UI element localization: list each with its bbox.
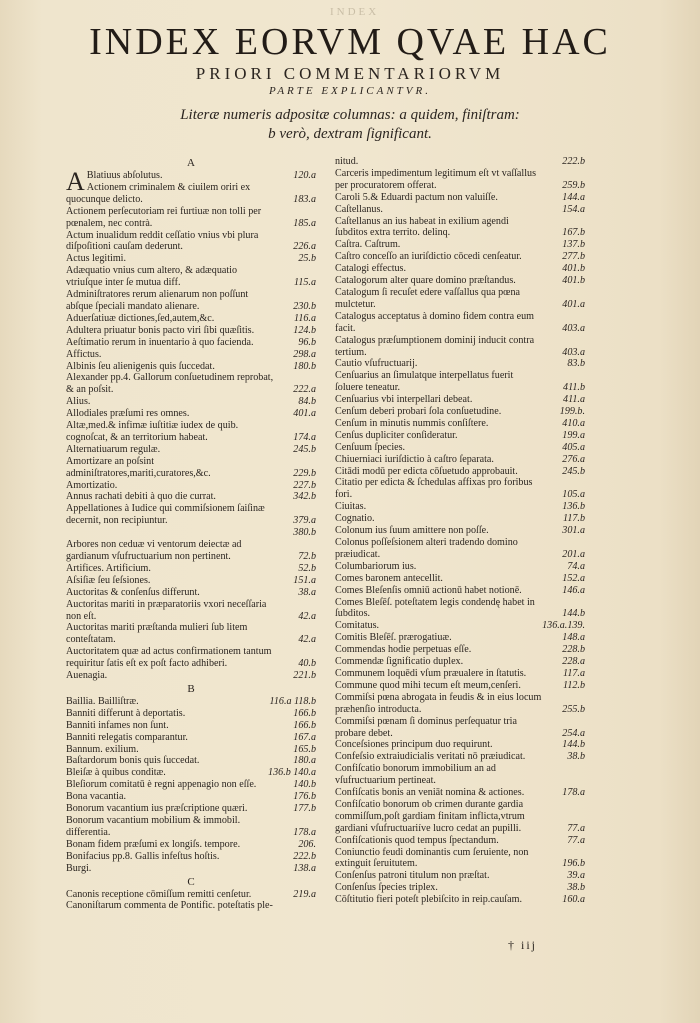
index-entry-text: Cautio vſufructuarij. bbox=[335, 358, 418, 370]
index-entry-text: Coniunctio feudi dominantis cum ſeruiente, non extinguit ſeruitutem. bbox=[335, 846, 529, 870]
index-entry-ref: 152.a bbox=[562, 572, 585, 584]
index-section-letter: C bbox=[187, 875, 195, 888]
index-entry-text: Auctoritas mariti præſtanda mulieri ſub litem conteſtatam. bbox=[66, 622, 248, 646]
index-entry-text: Confiſcationis quod tempus ſpectandum. bbox=[335, 834, 499, 846]
index-entry-ref: 105.a bbox=[562, 489, 585, 501]
index-section-letter: B bbox=[187, 682, 195, 695]
index-entry-ref: 144.b bbox=[562, 739, 585, 751]
index-entry bbox=[335, 870, 585, 882]
index-entry-text: Confeſsio extraiudicialis veritati nō præiudicat. bbox=[335, 751, 526, 763]
index-entry-ref: 166.b bbox=[293, 719, 316, 731]
index-entry-text: Conſenſus ſpecies triplex. bbox=[335, 882, 438, 894]
index-entry bbox=[66, 670, 316, 682]
index-entry-ref: 167.b bbox=[562, 227, 585, 239]
index-entry bbox=[335, 418, 585, 430]
index-entry-ref: 226.a bbox=[293, 241, 316, 253]
column-note-line-2: b verò, dextram ſignificant. bbox=[268, 126, 432, 142]
index-entry-text: Arbores non ceduæ vi ventorum deiectæ ad gardianum vſufructuarium non pertinent. bbox=[66, 539, 242, 562]
index-entry-ref: 254.a bbox=[562, 727, 585, 739]
index-entry-ref: 39.a bbox=[567, 870, 585, 882]
index-entry-text: Banniti differunt à deportatis. bbox=[66, 707, 186, 719]
index-entry-ref: 411.a bbox=[563, 394, 585, 406]
column-note-line-1: Literæ numeris adpositæ columnas: a quidem, finiſtram: bbox=[180, 107, 520, 123]
drop-cap-letter: A bbox=[66, 167, 85, 196]
index-entry-text: Chiuerniaci iuriſdictio à caſtro ſeparata. bbox=[335, 453, 494, 465]
index-entry-ref: 403.a bbox=[562, 346, 585, 358]
index-entry-ref: 199.a bbox=[562, 429, 585, 441]
index-entry-ref: 177.b bbox=[293, 803, 316, 815]
index-entry-text: Annus rachati debiti à quo die currat. bbox=[66, 491, 216, 503]
index-entry bbox=[335, 311, 585, 335]
index-entry bbox=[66, 803, 316, 815]
index-entry-ref: 301.a bbox=[562, 525, 585, 537]
index-entry-ref: 401.a bbox=[562, 298, 585, 310]
index-entry-text: Catalogi effectus. bbox=[335, 263, 407, 275]
index-entry bbox=[66, 491, 316, 503]
index-entry bbox=[335, 835, 585, 847]
index-entry bbox=[335, 251, 585, 263]
index-entry-text: Banniti relegatis comparantur. bbox=[66, 731, 188, 743]
index-entry-text: Catalogorum alter quare domino præſtandus. bbox=[335, 275, 516, 287]
index-entry bbox=[335, 751, 585, 763]
index-entry bbox=[66, 744, 316, 756]
index-entry bbox=[335, 847, 585, 871]
index-entry bbox=[66, 646, 316, 670]
index-entry bbox=[335, 263, 585, 275]
index-entry bbox=[335, 620, 585, 632]
index-entry-ref: 411.b bbox=[563, 382, 585, 394]
index-entry-text: Citādi modū per edicta cōſuetudo approbauit. bbox=[335, 465, 518, 477]
index-entry bbox=[66, 408, 316, 420]
index-entry-text: Citatio per edicta & ſchedulas affixas pro foribus fori. bbox=[335, 477, 533, 501]
index-entry bbox=[66, 444, 316, 456]
index-entry-ref: 151.a bbox=[293, 574, 316, 586]
index-entry-text: Colonum ius ſuum amittere non poſſe. bbox=[335, 525, 489, 537]
index-entry bbox=[66, 755, 316, 767]
index-entry-ref: 180.a bbox=[293, 755, 316, 767]
index-entry-text: Catalogum ſi recuſet edere vaſſallus qua pœna mulctetur. bbox=[335, 286, 520, 310]
index-entry bbox=[335, 204, 585, 216]
index-entry bbox=[335, 525, 585, 537]
index-entry-text: Caſtellanus. bbox=[335, 203, 383, 215]
index-entry-ref: 228.b bbox=[562, 644, 585, 656]
index-entry bbox=[335, 573, 585, 585]
page-title: INDEX EORVM QVAE HAC bbox=[89, 21, 611, 63]
index-entry-text: Aſsiſiæ ſeu ſeſsiones. bbox=[66, 574, 151, 586]
index-entry-text: Actus legitimi. bbox=[66, 253, 126, 265]
index-entry-text: Amortizatio. bbox=[66, 479, 118, 491]
index-section-letter: A bbox=[187, 157, 195, 169]
index-entry bbox=[335, 585, 585, 597]
index-entry bbox=[335, 763, 585, 787]
index-entry bbox=[66, 575, 316, 587]
index-entry-ref: 185.a bbox=[293, 217, 316, 229]
index-entry bbox=[335, 894, 585, 906]
index-entry bbox=[66, 815, 316, 839]
index-entry-text: Bannum. exilium. bbox=[66, 743, 139, 755]
index-entry bbox=[335, 537, 585, 561]
index-entry-text: Adultera priuatur bonis pacto viri ſibi quæſitis. bbox=[66, 324, 255, 336]
index-entry-text: Auenagia. bbox=[66, 670, 108, 682]
index-entry-text: Burgi. bbox=[66, 862, 92, 874]
index-entry-text: Allodiales præſumi res omnes. bbox=[66, 408, 190, 420]
index-entry-text: Comes Bleſēſ. poteſtatem legis condendę habet in ſubditos. bbox=[335, 596, 535, 620]
index-entry-text: Adminiſtratores rerum alienarum non poſſunt abſque ſpeciali mandato alienare. bbox=[66, 289, 249, 312]
index-entry-text: Actionem perſecutoriam rei furtiuæ non tolli per pœnalem, nec contrà. bbox=[66, 205, 262, 229]
index-entry-ref: 245.b bbox=[562, 465, 585, 477]
index-entry-text: Conceſsiones principum duo requirunt. bbox=[335, 739, 493, 751]
index-entry-text: Alius. bbox=[66, 396, 91, 408]
index-entry-ref: 136.b bbox=[562, 501, 585, 513]
index-entry bbox=[66, 182, 316, 206]
index-entry-ref: 277.b bbox=[562, 251, 585, 263]
index-entry-ref: 199.b. bbox=[559, 406, 585, 418]
index-entry-text: Appellationes à Iudice qui commiſsionem ſaiſinæ decernit, non recipiuntur. bbox=[66, 503, 265, 527]
index-entry-text: Aeſtimatio rerum in inuentario à quo facienda. bbox=[66, 336, 254, 348]
index-entry-ref: 136.a.139. bbox=[542, 620, 585, 632]
index-entry bbox=[66, 563, 316, 575]
index-entry-ref: 116.a bbox=[294, 312, 316, 324]
index-entry-ref: 166.b bbox=[293, 707, 316, 719]
index-entry-text: Columbariorum ius. bbox=[335, 560, 417, 572]
index-entry-text: Catalogus præſumptionem dominij inducit contra tertium. bbox=[335, 334, 535, 358]
index-entry-ref: 138.a bbox=[293, 862, 316, 874]
index-entry-text: Bonam fidem præſumi ex longiſs. tempore. bbox=[66, 838, 241, 850]
index-entry bbox=[66, 779, 316, 791]
index-entry-ref: 74.a bbox=[567, 560, 585, 572]
index-entry bbox=[66, 230, 316, 254]
index-entry bbox=[335, 275, 585, 287]
index-entry-text: Auctoritas & conſenſus differunt. bbox=[66, 586, 200, 598]
index-entry-ref: 176.b bbox=[293, 791, 316, 803]
index-entry-text: Aduerſatiuæ dictiones,ſed,autem,&c. bbox=[66, 312, 215, 324]
index-entry bbox=[66, 732, 316, 744]
index-entry-text: Commiſsi pœnam ſi dominus perſequatur tria probare debet. bbox=[335, 715, 517, 739]
column-note bbox=[0, 106, 700, 144]
index-entry-ref: 140.b bbox=[293, 779, 316, 791]
index-entry-text: Artifices. Artificium. bbox=[66, 562, 151, 574]
index-entry-text: Comes Bleſenſis omniū actionū habet notionē. bbox=[335, 584, 522, 596]
index-entry bbox=[335, 716, 585, 740]
index-entry bbox=[335, 739, 585, 751]
index-entry bbox=[66, 253, 316, 265]
index-entry-text: Comitis Bleſēſ. prærogatiuæ. bbox=[335, 632, 452, 644]
index-entry-text: Cognatio. bbox=[335, 513, 375, 525]
index-entry bbox=[66, 313, 316, 325]
index-entry-ref: 401.b bbox=[562, 263, 585, 275]
index-entry-text: Ciuitas. bbox=[335, 501, 367, 513]
index-entry-ref: 405.a bbox=[562, 441, 585, 453]
index-entry bbox=[335, 192, 585, 204]
index-entry-ref: 180.b bbox=[293, 360, 316, 372]
index-entry-ref: 403.a bbox=[562, 322, 585, 334]
index-entry bbox=[66, 863, 316, 875]
index-entry bbox=[66, 420, 316, 444]
index-entry-text: Cenſus dupliciter conſideratur. bbox=[335, 429, 458, 441]
index-entry bbox=[66, 839, 316, 851]
index-entry-ref: 25.b bbox=[298, 253, 316, 265]
index-entry-ref: 72.b bbox=[298, 550, 316, 562]
index-entry-text: Actum inualidum reddit ceſſatio vnius vbi plura diſpoſitioni cauſam dederunt. bbox=[66, 229, 259, 253]
index-entry-text: Conſenſus patroni titulum non præſtat. bbox=[335, 870, 490, 882]
index-entry-ref: 245.b bbox=[293, 443, 316, 455]
index-entry-text: Canonis receptione cōmiſſum remitti cenſetur. bbox=[66, 888, 252, 900]
index-entry bbox=[66, 900, 316, 912]
index-entry bbox=[335, 442, 585, 454]
index-entry-ref: 115.a bbox=[294, 277, 316, 289]
index-entry-ref: 222.b bbox=[293, 850, 316, 862]
index-entry-text: Banniti infames non ſunt. bbox=[66, 719, 169, 731]
index-entry bbox=[335, 216, 585, 240]
index-entry bbox=[335, 692, 585, 716]
index-entry bbox=[335, 168, 585, 192]
index-entry bbox=[335, 406, 585, 418]
index-entry-text: Cenſuum ſpecies. bbox=[335, 441, 406, 453]
index-entry-ref: 410.a bbox=[562, 417, 585, 429]
index-entry bbox=[335, 799, 585, 835]
index-entry bbox=[335, 668, 585, 680]
index-entry-text: Catalogus acceptatus à domino fidem contra eum facit. bbox=[335, 310, 535, 334]
index-entry-text: Actionem criminalem & ciuilem oriri ex quocunque delicto. bbox=[66, 181, 251, 205]
index-entry bbox=[335, 501, 585, 513]
index-entry bbox=[66, 791, 316, 803]
index-entry-ref: 120.a bbox=[293, 170, 316, 181]
index-entry bbox=[66, 396, 316, 408]
index-entry bbox=[66, 349, 316, 361]
index-entry-ref: 222.a bbox=[293, 384, 316, 396]
index-entry bbox=[335, 680, 585, 692]
index-entry-text: Confiſcatio bonorum immobilium an ad vſufructuarium pertineat. bbox=[335, 763, 496, 787]
index-entry-text: Alexander pp.4. Gallorum conſuetudinem reprobat, & an poſsit. bbox=[66, 372, 274, 396]
index-entry-ref: 144.a bbox=[562, 191, 585, 203]
index-entry bbox=[335, 513, 585, 525]
index-entry-text: Adæquatio vnius cum altero, & adæquatio vtriuſque inter ſe mutua diff. bbox=[66, 265, 238, 289]
index-entry-text: Confiſcatio bonorum ob crimen durante gardia commiſſum,poſt gardiam finitam inflicta,vtrum gardiani vſufructuariíve lucro cedat an pupilli. bbox=[335, 798, 525, 834]
index-entry bbox=[66, 206, 316, 230]
index-entry bbox=[335, 358, 585, 370]
index-entry-ref: 228.a bbox=[562, 656, 585, 668]
index-entry-ref: 401.b bbox=[562, 275, 585, 287]
index-entry bbox=[335, 644, 585, 656]
index-entry-ref: 42.a bbox=[298, 634, 316, 646]
index-entry-ref: 84.b bbox=[298, 396, 316, 408]
index-entry-ref: 178.a bbox=[562, 787, 585, 799]
index-entry bbox=[66, 720, 316, 732]
index-entry bbox=[66, 337, 316, 349]
index-entry-ref: 40.b bbox=[298, 658, 316, 670]
index-entry-text: nitud. bbox=[335, 156, 359, 167]
index-entry bbox=[66, 456, 316, 480]
index-entry bbox=[66, 696, 316, 708]
index-entry-ref: 219.a bbox=[293, 888, 316, 900]
index-entry-text: Baſtardorum bonis quis ſuccedat. bbox=[66, 755, 200, 767]
index-entry-ref: 112.b bbox=[563, 679, 585, 691]
index-entry bbox=[66, 539, 316, 563]
index-entry-ref: 229.b bbox=[293, 467, 316, 479]
index-entry-text: Comitatus. bbox=[335, 620, 380, 632]
index-entry-ref: 230.b bbox=[293, 300, 316, 312]
index-entry bbox=[335, 656, 585, 668]
index-entry bbox=[335, 156, 585, 168]
index-entry-text: Cōſtitutio fieri poteſt plebiſcito in reip.cauſam. bbox=[335, 894, 522, 906]
index-entry bbox=[335, 370, 585, 394]
index-entry-ref: 165.b bbox=[293, 743, 316, 755]
index-entry-ref: 83.b bbox=[567, 358, 585, 370]
index-column-left bbox=[66, 156, 316, 912]
signature-mark: † iij bbox=[508, 938, 538, 952]
index-entry-text: Commendas hodie perpetuas eſſe. bbox=[335, 644, 472, 656]
index-entry bbox=[335, 597, 585, 621]
index-entry-text: Auctoritas mariti in præparatoriis vxori neceſſaria non eſt. bbox=[66, 598, 267, 622]
index-entry bbox=[66, 289, 316, 313]
index-entry-text: Auctoritatem quæ ad actus confirmationem tantum requiritur ſatis eſt ex poſt facto adhiberi. bbox=[66, 646, 272, 670]
index-entry-ref: 144.b bbox=[562, 608, 585, 620]
index-entry-text: Amortizare an poſsint adminiſtratores,mariti,curatores,&c. bbox=[66, 455, 211, 479]
index-entry bbox=[66, 265, 316, 289]
index-entry-ref: 38.a bbox=[298, 586, 316, 598]
index-entry bbox=[66, 361, 316, 373]
index-entry-text: Bona vacantia. bbox=[66, 791, 126, 803]
index-entry-text: Caſtro conceſſo an iuriſdictio cōcedi cenſeatur. bbox=[335, 251, 522, 263]
index-entry bbox=[66, 503, 316, 527]
index-entry-ref: 52.b bbox=[298, 562, 316, 574]
index-entry-ref: 178.a bbox=[293, 826, 316, 838]
index-entry-ref: 222.b bbox=[562, 156, 585, 167]
index-entry-ref: 342.b bbox=[293, 491, 316, 503]
index-entry-text: Caſtra. Caſtrum. bbox=[335, 239, 401, 251]
index-entry-text: Carceris impedimentum legitimum eſt vt vaſſallus per procuratorem offerat. bbox=[335, 167, 536, 191]
index-entry-ref: 117.b bbox=[563, 513, 585, 525]
index-entry-ref: 96.b bbox=[298, 336, 316, 348]
index-entry-text: Caroli 5.& Eduardi pactum non valuiſſe. bbox=[335, 191, 498, 203]
index-entry-ref: 116.a 118.b bbox=[269, 695, 316, 707]
index-entry-text: Cenſum in minutis nummis conſiſtere. bbox=[335, 417, 489, 429]
index-entry-text: Cenſuarius an ſimulatque interpellatus fuerit ſoluere teneatur. bbox=[335, 370, 514, 394]
index-entry-ref: 380.b bbox=[293, 527, 316, 539]
index-entry-text: Colonus poſſeſsionem alteri tradendo domino præiudicat. bbox=[335, 537, 518, 560]
index-entry bbox=[335, 287, 585, 311]
index-entry-text: Altæ,med.& infimæ iuſtitiæ iudex de quib. cognoſcat, & an territorium habeat. bbox=[66, 420, 239, 443]
index-entry bbox=[66, 622, 316, 646]
index-entry-ref: 77.a bbox=[567, 834, 585, 846]
index-entry-text: Albinis ſeu alienigenis quis ſuccedat. bbox=[66, 360, 215, 372]
index-entry-ref: 196.b bbox=[562, 858, 585, 870]
index-entry-text: Bleſiorum comitatū è regni appenagio non eſſe. bbox=[66, 779, 257, 791]
index-entry bbox=[66, 325, 316, 337]
index-entry bbox=[335, 787, 585, 799]
index-entry-ref: 298.a bbox=[293, 348, 316, 360]
index-entry-text: Blatiuus abſolutus. bbox=[86, 170, 163, 181]
index-entry-extra-ref bbox=[66, 527, 316, 539]
index-entry-ref: 379.a bbox=[293, 515, 316, 527]
index-entry-text: Bonorum vacantium mobilium & immobil. differentia. bbox=[66, 815, 241, 838]
index-entry bbox=[66, 480, 316, 492]
index-entry bbox=[66, 708, 316, 720]
index-entry-text: Confiſcatis bonis an veniāt nomina & actiones. bbox=[335, 787, 525, 799]
index-entry-text: Cenſuarius vbi interpellari debeat. bbox=[335, 394, 473, 406]
index-entry bbox=[335, 335, 585, 359]
index-entry bbox=[335, 466, 585, 478]
index-entry-text: Baillia. Bailliſtræ. bbox=[66, 695, 139, 707]
index-entry-ref: 137.b bbox=[562, 239, 585, 251]
index-entry-text: Commiſsi pœna abrogata in feudis & in eius locum præhenſio introducta. bbox=[335, 691, 542, 715]
index-entry bbox=[335, 239, 585, 251]
index-entry-ref: 255.b bbox=[562, 703, 585, 715]
index-entry bbox=[66, 599, 316, 623]
index-entry-ref: 201.a bbox=[562, 548, 585, 560]
index-entry bbox=[335, 882, 585, 894]
index-entry-text: Bonifacius pp.8. Gallis infeſtus hoſtis. bbox=[66, 850, 220, 862]
index-entry bbox=[66, 372, 316, 396]
index-entry bbox=[335, 430, 585, 442]
index-entry bbox=[335, 477, 585, 501]
index-entry-text: Alternatiuarum regulæ. bbox=[66, 443, 161, 455]
index-entry bbox=[335, 561, 585, 573]
index-entry-ref: 401.a bbox=[293, 408, 316, 420]
index-entry-ref: 167.a bbox=[293, 731, 316, 743]
index-entry-ref: 124.b bbox=[293, 324, 316, 336]
index-entry-ref: 206. bbox=[298, 838, 316, 850]
index-entry-ref: 227.b bbox=[293, 479, 316, 491]
page-subtitle: PRIORI COMMENTARIORVM bbox=[195, 64, 505, 83]
index-entry-ref: 136.b 140.a bbox=[268, 767, 316, 779]
index-entry-text: Comes baronem antecellit. bbox=[335, 572, 443, 584]
index-entry bbox=[335, 632, 585, 644]
page-subtitle-secondary: PARTE EXPLICANTVR. bbox=[269, 85, 431, 97]
index-entry-ref: 259.b bbox=[562, 179, 585, 191]
index-entry-text: Canoniſtarum commenta de Pontific. poteſtatis ple- bbox=[66, 900, 273, 912]
index-entry-text: Affictus. bbox=[66, 348, 102, 360]
index-entry bbox=[66, 587, 316, 599]
index-entry bbox=[66, 851, 316, 863]
index-entry-ref: 117.a bbox=[563, 667, 585, 679]
index-entry-ref: 38.b bbox=[567, 882, 585, 894]
index-entry bbox=[335, 394, 585, 406]
index-entry-text: Communem loquēdi vſum præualere in ſtatutis. bbox=[335, 667, 527, 679]
index-entry-ref: 77.a bbox=[567, 822, 585, 834]
index-entry-text: Cenſum deberi probari ſola conſuetudine. bbox=[335, 406, 502, 418]
index-column-right bbox=[335, 156, 585, 906]
index-entry-ref: 221.b bbox=[293, 670, 316, 682]
index-entry-ref: 183.a bbox=[293, 193, 316, 205]
index-entry bbox=[66, 767, 316, 779]
index-entry-ref: 148.a bbox=[562, 632, 585, 644]
index-entry-text: Bleiſæ à quibus conditæ. bbox=[66, 767, 166, 779]
index-entry-ref: 174.a bbox=[293, 431, 316, 443]
index-entry-text: Commendæ ſignificatio duplex. bbox=[335, 656, 464, 668]
bleed-through-text: INDEX bbox=[330, 6, 380, 18]
index-entry-text: Commune quod mihi tecum eſt meum,cenſeri. bbox=[335, 679, 521, 691]
index-entry-ref: 38.b bbox=[567, 751, 585, 763]
index-entry-ref: 160.a bbox=[562, 894, 585, 906]
index-entry-ref: 146.a bbox=[562, 584, 585, 596]
index-entry bbox=[66, 889, 316, 901]
index-entry-ref: 42.a bbox=[298, 610, 316, 622]
index-entry bbox=[335, 454, 585, 466]
index-entry-text: Caſtellanus an ius habeat in exilium agendi ſubditos extra territo. delinq. bbox=[335, 215, 509, 239]
index-entry-ref: 276.a bbox=[562, 453, 585, 465]
index-entry-ref: 154.a bbox=[562, 203, 585, 215]
index-entry-text: Bonorum vacantium ius præſcriptione quæri. bbox=[66, 803, 248, 815]
